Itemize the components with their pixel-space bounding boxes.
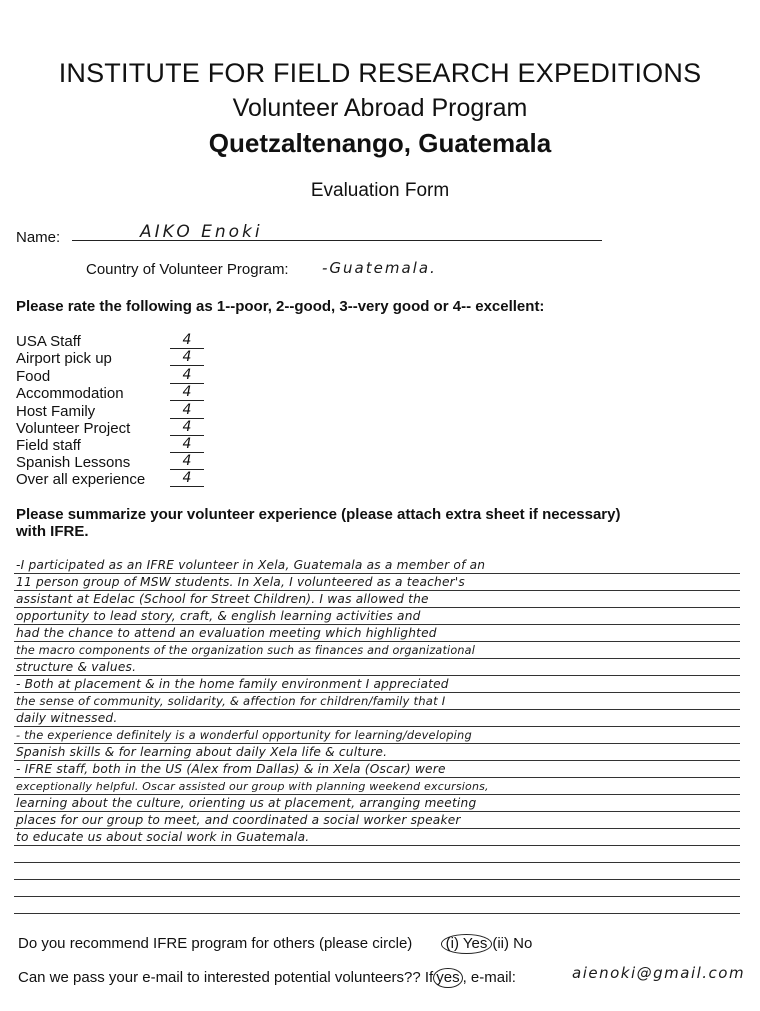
email-field[interactable]: aienoki@gmail.com: [572, 964, 746, 982]
rating-item-field-staff: [16, 437, 81, 454]
rating-value-airport-pickup[interactable]: 4: [170, 350, 204, 366]
rating-label: Over all experience: [16, 471, 146, 488]
rating-label: Volunteer Project: [16, 420, 131, 437]
rating-label: Food: [16, 368, 51, 385]
ruled-line: [14, 845, 740, 863]
summary-prompt-line2: with IFRE.: [16, 523, 89, 540]
ruled-line: [14, 879, 740, 897]
program-location: Quetzaltenango, Guatemala: [208, 128, 552, 158]
rating-item-volunteer-project: [16, 420, 130, 437]
rating-value-spanish-lessons[interactable]: 4: [170, 454, 204, 470]
summary-line-text: - IFRE staff, both in the US (Alex from Dallas) & in Xela (Oscar) were: [16, 762, 446, 776]
rating-label: Airport pick up: [16, 350, 112, 367]
summary-line-text: - the experience definitely is a wonderful opportunity for learning/developing: [16, 728, 472, 742]
recommend-question-text: Do you recommend IFRE program for others (please circle): [18, 935, 413, 952]
rating-item-accommodation: [16, 385, 124, 402]
form-title: Evaluation Form: [310, 180, 450, 201]
summary-line-text: - Both at placement & in the home family environment I appreciated: [16, 677, 449, 691]
summary-line-text: assistant at Edelac (School for Street Children). I was allowed the: [16, 592, 429, 606]
email-yes-option[interactable]: yes: [433, 968, 462, 988]
rating-instruction: Please rate the following as 1--poor, 2--good, 3--very good or 4-- excellent:: [16, 298, 545, 315]
rating-value-usa-staff[interactable]: 4: [170, 333, 204, 349]
rating-item-food: [16, 368, 50, 385]
rating-item-spanish-lessons: [16, 454, 130, 471]
rating-value-accommodation[interactable]: 4: [170, 385, 204, 401]
rating-item-host-family: [16, 403, 95, 420]
summary-line-text: daily witnessed.: [16, 711, 118, 725]
summary-line-text: the sense of community, solidarity, & affection for children/family that I: [16, 694, 446, 708]
ruled-line: [14, 896, 740, 914]
recommend-yes-option[interactable]: (i) Yes: [441, 934, 493, 954]
rating-item-usa-staff: [16, 333, 81, 350]
summary-line-text: structure & values.: [16, 660, 137, 674]
summary-line-text: places for our group to meet, and coordinated a social worker speaker: [16, 813, 461, 827]
summary-line-text: had the chance to attend an evaluation meeting which highlighted: [16, 626, 437, 640]
rating-label: Field staff: [16, 437, 81, 454]
summary-line-text: 11 person group of MSW students. In Xela, I volunteered as a teacher's: [16, 575, 465, 589]
recommend-no-option[interactable]: (ii) No: [492, 935, 533, 952]
name-label: Name:: [16, 229, 61, 246]
summary-line-text: -I participated as an IFRE volunteer in Xela, Guatemala as a member of an: [16, 558, 486, 572]
summary-prompt-line1: Please summarize your volunteer experience (please attach extra sheet if necessary): [16, 506, 621, 523]
rating-value-food[interactable]: 4: [170, 368, 204, 384]
rating-label: Host Family: [16, 403, 96, 420]
ruled-line: [14, 862, 740, 880]
rating-item-airport-pickup: [16, 350, 112, 367]
rating-value-volunteer-project[interactable]: 4: [170, 420, 204, 436]
rating-value-field-staff[interactable]: 4: [170, 437, 204, 453]
rating-label: USA Staff: [16, 333, 81, 350]
country-label: Country of Volunteer Program:: [86, 261, 289, 278]
rating-value-overall-experience[interactable]: 4: [170, 471, 204, 487]
name-field[interactable]: AIKO Enoki: [140, 222, 263, 242]
program-name: Volunteer Abroad Program: [232, 94, 528, 122]
email-label: , e-mail:: [462, 969, 516, 986]
email-question-text: Can we pass your e-mail to interested potential volunteers?? If: [18, 969, 434, 986]
org-name: INSTITUTE FOR FIELD RESEARCH EXPEDITIONS: [58, 58, 702, 88]
rating-label: Spanish Lessons: [16, 454, 131, 471]
summary-line-text: Spanish skills & for learning about daily Xela life & culture.: [16, 745, 388, 759]
rating-item-overall-experience: [16, 471, 145, 488]
email-question: [18, 968, 516, 988]
rating-value-host-family[interactable]: 4: [170, 403, 204, 419]
rating-label: Accommodation: [16, 385, 124, 402]
summary-line-text: exceptionally helpful. Oscar assisted our group with planning weekend excursions,: [16, 780, 489, 793]
summary-line-text: to educate us about social work in Guatemala.: [16, 830, 310, 844]
summary-line-text: the macro components of the organization such as finances and organizational: [16, 644, 476, 657]
summary-line-text: opportunity to lead story, craft, & english learning activities and: [16, 609, 421, 623]
summary-line-text: learning about the culture, orienting us at placement, arranging meeting: [16, 796, 477, 810]
recommend-question: [18, 934, 532, 954]
country-field[interactable]: -Guatemala.: [322, 259, 437, 277]
